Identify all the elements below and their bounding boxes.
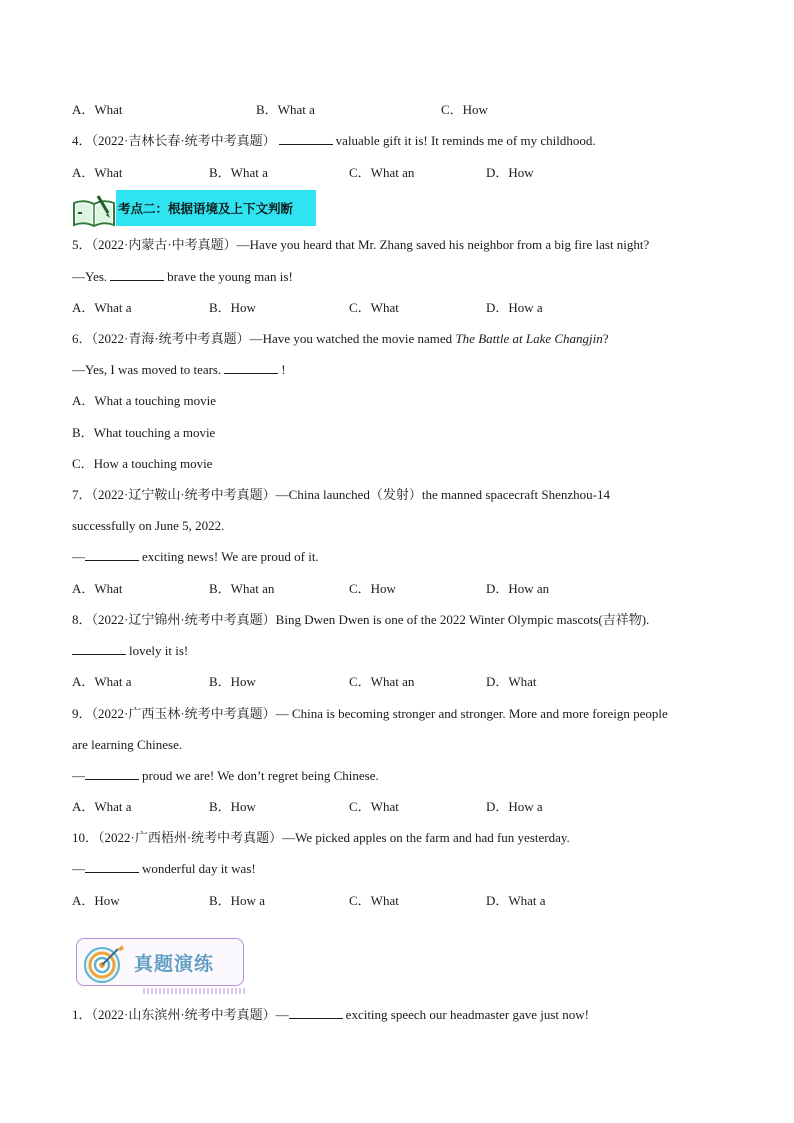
q6-option-b: B．What touching a movie: [72, 425, 216, 440]
p1-prefix: 1．（2022·山东滨州·统考中考真题）—: [72, 1007, 289, 1022]
section-header-zhenti: [72, 935, 252, 993]
q9-option-b: B．How: [209, 799, 256, 814]
q10-option-a: A．How: [72, 893, 120, 908]
q8-option-d: D．What: [486, 674, 537, 689]
q7-option-a: A．What: [72, 581, 123, 596]
q6-option-a: A．What a touching movie: [72, 393, 217, 408]
q9-line1: 9．（2022·广西玉林·统考中考真题）— China is becoming stronger and stronger. More and more foreign people: [72, 706, 668, 721]
q8-line2-suffix: lovely it is!: [129, 643, 189, 658]
q6-line1: [72, 330, 609, 348]
q10-line2: [72, 860, 256, 878]
q4-option-d: D．How: [486, 165, 534, 180]
q10-line2-suffix: wonderful day it was!: [142, 861, 256, 876]
decorative-ruler: [142, 988, 248, 994]
q4-prefix: 4．（2022·吉林长春·统考中考真题）: [72, 133, 276, 148]
q7-line2: successfully on June 5, 2022.: [72, 518, 225, 533]
practice-q1-stem: [72, 1006, 589, 1024]
q5-option-d: D．How a: [486, 300, 543, 315]
q8-line1: 8．（2022·辽宁锦州·统考中考真题）Bing Dwen Dwen is one of the 2022 Winter Olympic mascots(吉祥物).: [72, 612, 650, 627]
answer-blank: [279, 132, 333, 145]
target-arrow-icon: [82, 941, 126, 985]
q6-line2-prefix: —Yes, I was moved to tears.: [72, 362, 222, 377]
section-header-kaodian2: [72, 189, 322, 229]
q5-option-c: C．What: [349, 300, 399, 315]
q5-line2: [72, 268, 293, 286]
q9-option-a: A．What a: [72, 799, 132, 814]
q8-option-c: C．What an: [349, 674, 415, 689]
q7-line1: 7．（2022·辽宁鞍山·统考中考真题）—China launched（发射）the manned spacecraft Shenzhou-14: [72, 487, 610, 502]
q6-qmark: ?: [602, 331, 609, 346]
q7-option-c: C．How: [349, 581, 396, 596]
q4-option-c: C．What an: [349, 165, 415, 180]
q6-line2: [72, 361, 286, 379]
q9-option-d: D．How a: [486, 799, 543, 814]
q7-line3: [72, 548, 319, 566]
p1-suffix: exciting speech our headmaster gave just now!: [345, 1007, 589, 1022]
q7-line3-suffix: exciting news! We are proud of it.: [142, 549, 319, 564]
q10-option-c: C．What: [349, 893, 399, 908]
q10-line1: 10．（2022·广西梧州·统考中考真题）—We picked apples on the farm and had fun yesterday.: [72, 830, 570, 845]
q6-prefix: 6．（2022·青海·统考中考真题）—Have you watched the movie named: [72, 331, 453, 346]
q5-line1: 5．（2022·内蒙古·中考真题）—Have you heard that Mr. Zhang saved his neighbor from a big fire last night?: [72, 237, 650, 252]
q3-option-a: A．What: [72, 102, 123, 117]
section-title: 考点二：根据语境及上下文判断: [116, 190, 316, 226]
q6-movie-title: The Battle at Lake Changjin: [455, 331, 603, 346]
answer-blank: [85, 548, 139, 561]
q4-stem: [72, 132, 596, 150]
q10-option-d: D．What a: [486, 893, 546, 908]
q5-line2-suffix: brave the young man is!: [167, 269, 293, 284]
q9-line3-prefix: —: [72, 768, 85, 783]
q8-option-b: B．How: [209, 674, 256, 689]
q7-line3-prefix: —: [72, 549, 85, 564]
q8-line2: [72, 642, 188, 660]
q7-option-d: D．How an: [486, 581, 550, 596]
q5-option-a: A．What a: [72, 300, 132, 315]
q5-option-b: B．How: [209, 300, 256, 315]
q6-option-c: C．How a touching movie: [72, 456, 213, 471]
q4-option-a: A．What: [72, 165, 123, 180]
q7-option-b: B．What an: [209, 581, 275, 596]
q9-option-c: C．What: [349, 799, 399, 814]
q9-line3: [72, 767, 379, 785]
q4-suffix: valuable gift it is! It reminds me of my childhood.: [335, 133, 596, 148]
q9-line3-suffix: proud we are! We don’t regret being Chinese.: [142, 768, 379, 783]
answer-blank: [224, 361, 278, 374]
open-book-pencil-icon: [72, 193, 116, 227]
answer-blank: [289, 1006, 343, 1019]
q6-line2-suffix: !: [281, 362, 286, 377]
answer-blank: [85, 767, 139, 780]
q3-option-c: C．How: [441, 102, 488, 117]
q4-option-b: B．What a: [209, 165, 268, 180]
answer-blank: [110, 268, 164, 281]
answer-blank: [85, 860, 139, 873]
q5-line2-prefix: —Yes.: [72, 269, 108, 284]
q10-line2-prefix: —: [72, 861, 85, 876]
q8-option-a: A．What a: [72, 674, 132, 689]
q3-option-b: B．What a: [256, 102, 315, 117]
section-title: 真题演练: [134, 953, 215, 975]
q10-option-b: B．How a: [209, 893, 265, 908]
q9-line2: are learning Chinese.: [72, 737, 183, 752]
answer-blank: [72, 642, 126, 655]
